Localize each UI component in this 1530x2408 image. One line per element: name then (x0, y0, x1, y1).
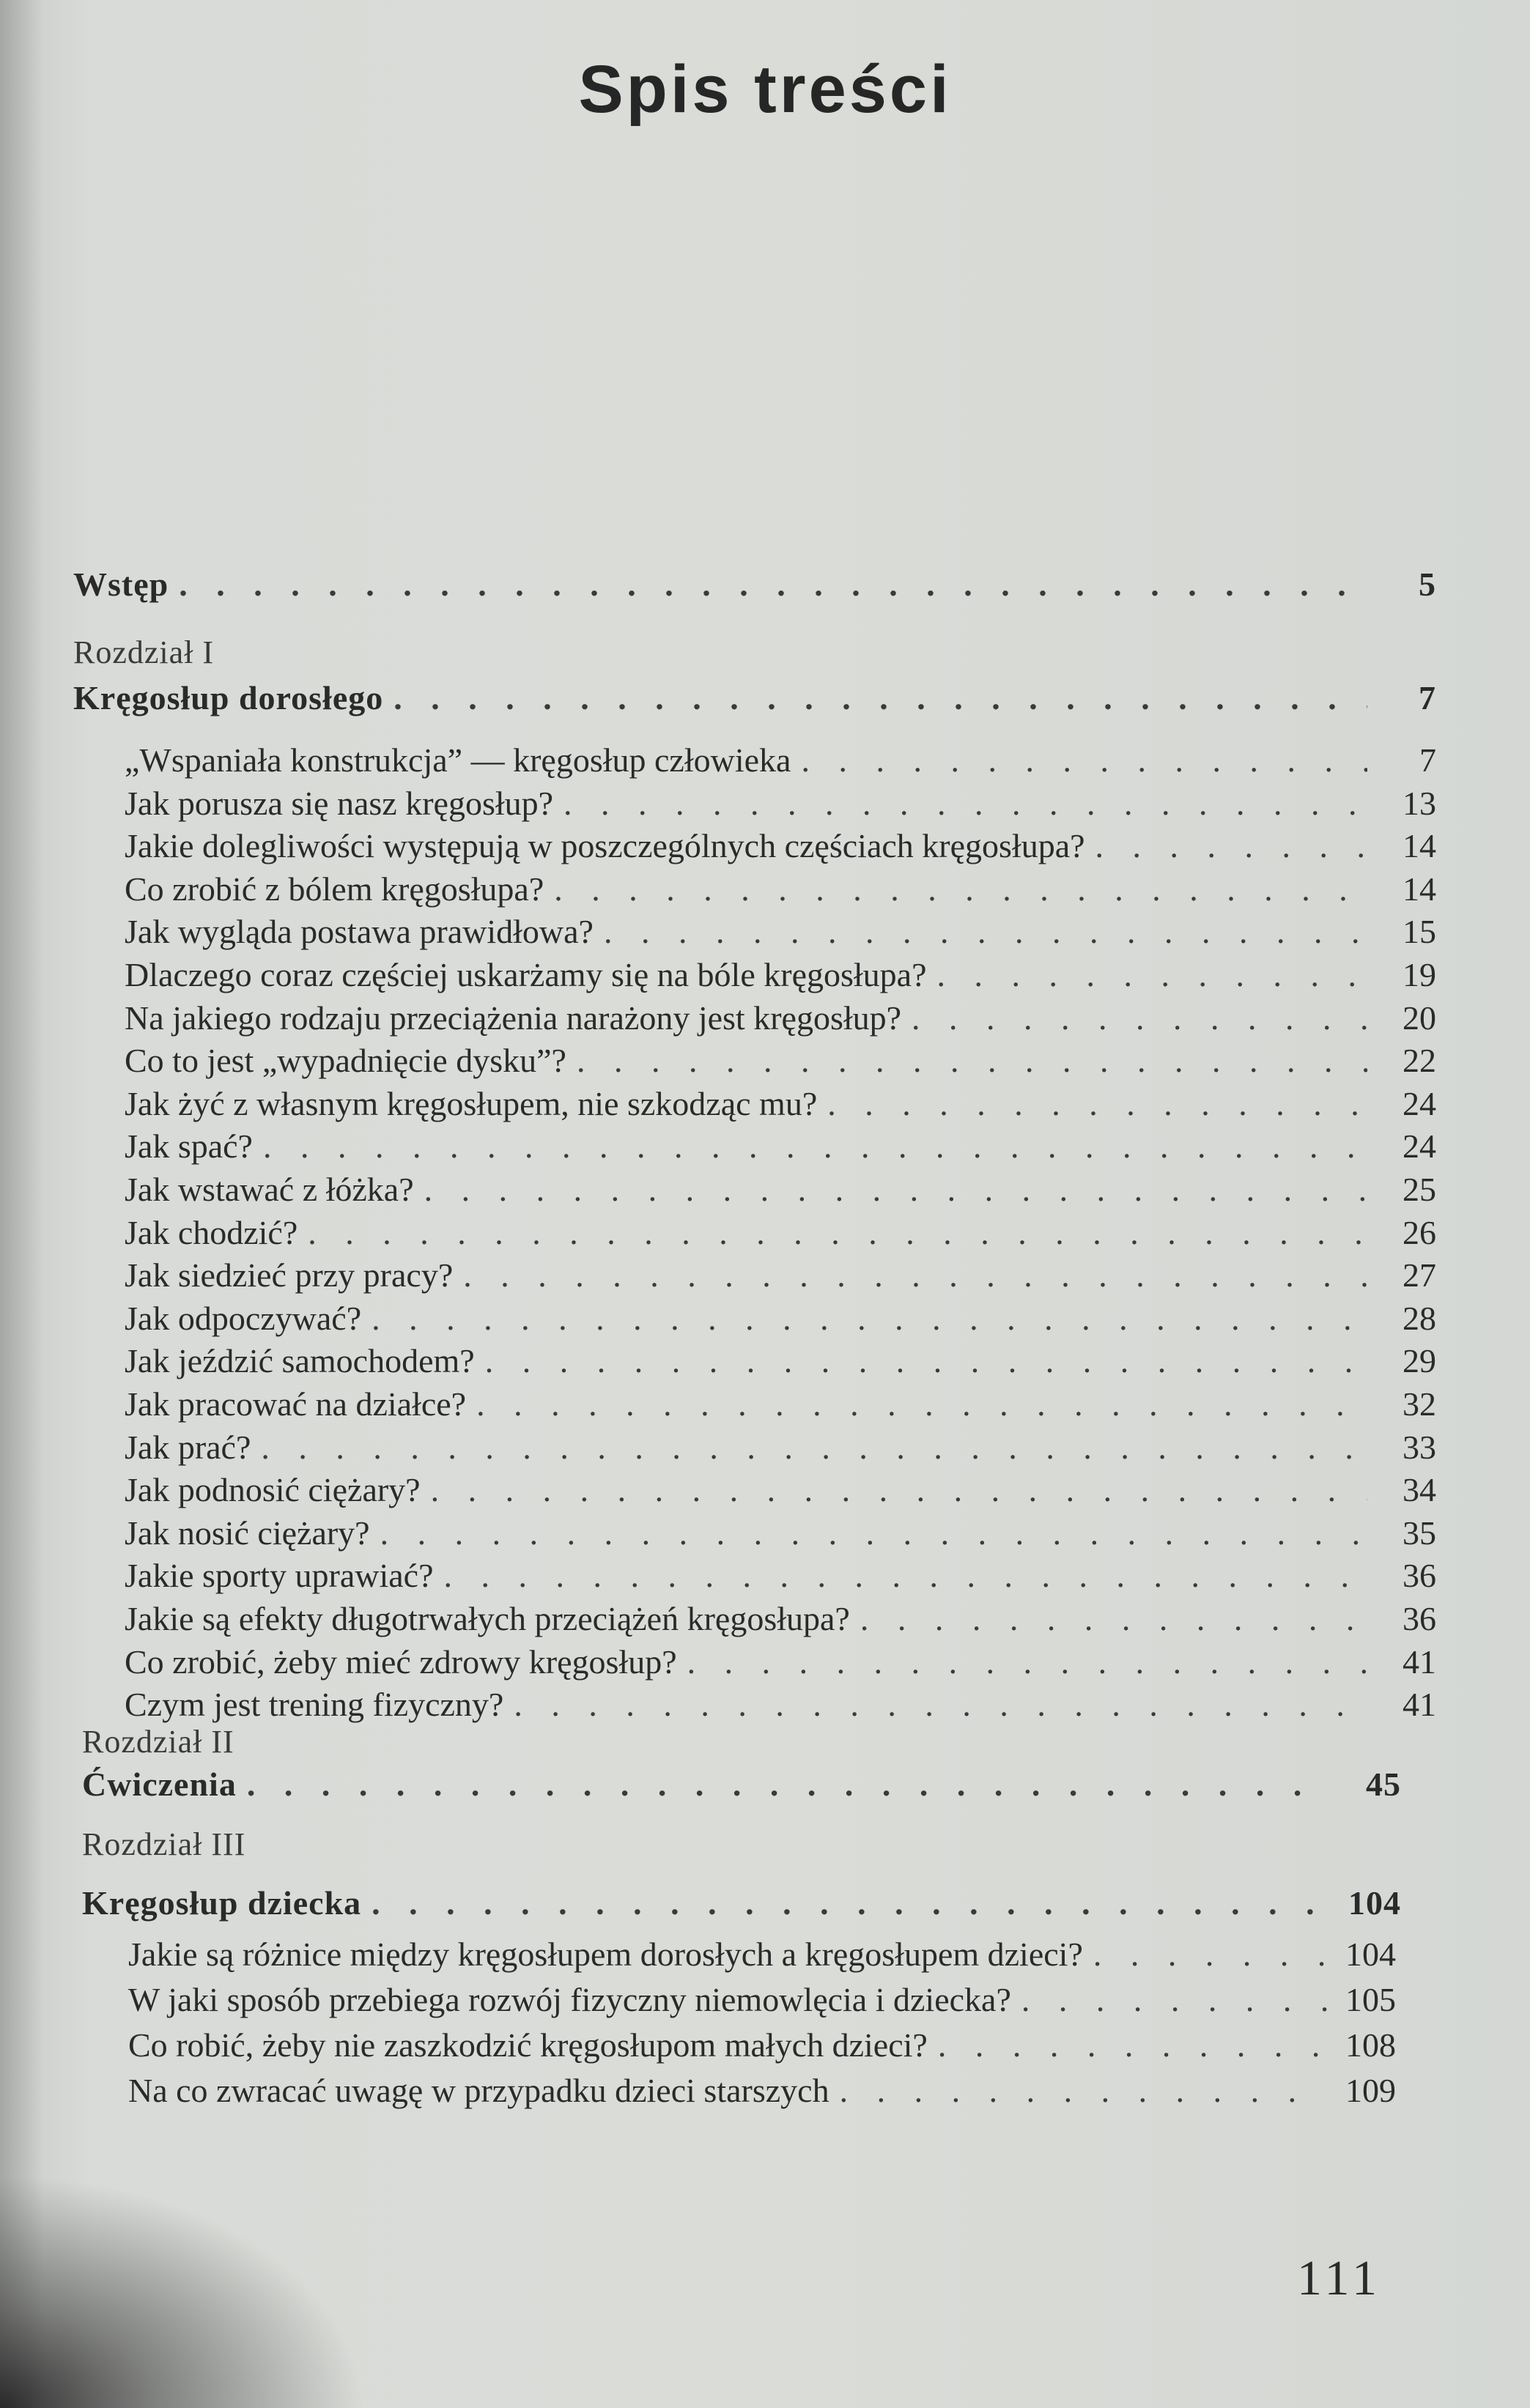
page-number: 111 (1297, 2250, 1381, 2305)
toc-entry-label: Jak jeździć samochodem? (125, 1342, 475, 1380)
toc-entry-page: 108 (1345, 2026, 1396, 2064)
dot-leader (563, 783, 1367, 824)
toc-row-chapter-1 (73, 678, 1436, 719)
toc-entry-label: Jakie sporty uprawiać? (125, 1557, 434, 1595)
dot-leader (444, 1555, 1367, 1596)
toc-entry-label: Co zrobić z bólem kręgosłupa? (125, 870, 544, 908)
toc-entry-page: 36 (1402, 1557, 1436, 1595)
dot-leader (827, 1083, 1367, 1125)
toc-entry-label: Jak siedzieć przy pracy? (125, 1256, 454, 1294)
toc-entry (125, 1642, 1436, 1683)
chapter-3-heading: Rozdział III (82, 1826, 246, 1862)
toc-entry-label: Jak prać? (125, 1428, 251, 1466)
dot-leader (938, 2025, 1327, 2066)
toc-entry (125, 1169, 1436, 1210)
toc-entry-page: 22 (1402, 1042, 1436, 1080)
chapter-1-heading: Rozdział I (73, 634, 215, 670)
toc-entry-label: Na jakiego rodzaju przeciążenia narażony jest kręgosłup? (125, 999, 902, 1037)
toc-entry-page: 29 (1402, 1342, 1436, 1380)
dot-leader (372, 1298, 1367, 1339)
toc-entry-label: Czym jest trening fizyczny? (125, 1686, 504, 1724)
toc-entry (125, 1555, 1436, 1596)
toc-entry-page: 24 (1402, 1127, 1436, 1166)
toc-entry (125, 1040, 1436, 1081)
dot-leader (372, 1883, 1332, 1924)
toc-page: 45 (1366, 1766, 1401, 1803)
toc-entry-page: 7 (1419, 741, 1436, 779)
toc-entry-label: Co to jest „wypadnięcie dysku”? (125, 1042, 566, 1080)
toc-entry-page: 15 (1402, 913, 1436, 951)
toc-entry (128, 2070, 1396, 2111)
toc-entry-label: Co zrobić, żeby mieć zdrowy kręgosłup? (125, 1642, 677, 1681)
chapter-2-heading: Rozdział II (82, 1724, 234, 1760)
toc-entry (125, 1598, 1436, 1640)
toc-entry (125, 955, 1436, 996)
toc-row-chapter-2 (82, 1764, 1401, 1805)
toc-entry (125, 1255, 1436, 1296)
toc-entry-label: Jak porusza się nasz kręgosłup? (125, 784, 554, 822)
toc-entry-label: W jaki sposób przebiega rozwój fizyczny niemowlęcia i dziecka? (128, 1981, 1011, 2018)
toc-entry-page: 28 (1402, 1299, 1436, 1337)
dot-leader (1093, 1934, 1327, 1975)
toc-entry-page: 34 (1402, 1471, 1436, 1509)
toc-entry-page: 20 (1402, 999, 1436, 1037)
toc-entry (125, 1513, 1436, 1554)
toc-entry-page: 109 (1345, 2072, 1396, 2109)
dot-leader (937, 955, 1368, 996)
toc-entry (125, 826, 1436, 867)
toc-entry-page: 26 (1402, 1213, 1436, 1251)
toc-page: 5 (1419, 566, 1436, 603)
toc-row-intro (73, 564, 1436, 605)
dot-leader (860, 1598, 1367, 1640)
toc-page: 7 (1419, 679, 1436, 716)
toc-label: Kręgosłup dziecka (82, 1884, 362, 1922)
toc-entry-page: 14 (1402, 827, 1436, 865)
toc-entry-label: Na co zwracać uwagę w przypadku dzieci starszych (128, 2072, 829, 2109)
dot-leader (1095, 826, 1367, 867)
toc-entry (125, 1212, 1436, 1253)
toc-entry (125, 740, 1436, 781)
page-title: Spis treści (578, 52, 952, 127)
toc-entry-page: 27 (1402, 1256, 1436, 1294)
dot-leader (247, 1764, 1332, 1805)
toc-entry (125, 911, 1436, 952)
toc-entry-label: Jak pracować na działce? (125, 1385, 467, 1423)
dot-leader (912, 998, 1367, 1039)
toc-entry-page: 36 (1402, 1600, 1436, 1637)
toc-entry (125, 998, 1436, 1039)
toc-entry (125, 869, 1436, 910)
dot-leader (179, 564, 1367, 605)
toc-page: 104 (1348, 1884, 1401, 1922)
dot-leader (463, 1255, 1367, 1296)
dot-leader (431, 1470, 1367, 1511)
toc-entry (128, 1979, 1396, 2020)
dot-leader (1021, 1979, 1327, 2020)
toc-entry (125, 783, 1436, 824)
dot-leader (476, 1384, 1367, 1425)
toc-entry-label: Jak chodzić? (125, 1213, 298, 1251)
toc-entry (125, 1341, 1436, 1382)
toc-entry-page: 24 (1402, 1084, 1436, 1122)
toc-entry-label: „Wspaniała konstrukcja” — kręgosłup człowieka (125, 741, 791, 779)
dot-leader (308, 1212, 1367, 1253)
dot-leader (393, 678, 1367, 719)
dot-leader (687, 1642, 1367, 1683)
toc-entry-page: 35 (1402, 1514, 1436, 1552)
toc-row-chapter-3 (82, 1883, 1401, 1924)
corner-shadow (0, 2174, 366, 2408)
dot-leader (380, 1513, 1367, 1554)
toc-entry-label: Jakie są efekty długotrwałych przeciążeń kręgosłupa? (125, 1600, 850, 1637)
dot-leader (514, 1684, 1367, 1725)
toc-entry (125, 1126, 1436, 1167)
toc-entry-label: Co robić, żeby nie zaszkodzić kręgosłupom małych dzieci? (128, 2026, 928, 2064)
toc-entry-label: Jak spać? (125, 1127, 253, 1166)
toc-entry-page: 41 (1402, 1686, 1436, 1724)
dot-leader (577, 1040, 1367, 1081)
toc-entry (125, 1083, 1436, 1125)
toc-entry-label: Jak wstawać z łóżka? (125, 1171, 414, 1208)
toc-entry-label: Jak żyć z własnym kręgosłupem, nie szkodząc mu? (125, 1084, 818, 1122)
toc-entry-label: Jak podnosić ciężary? (125, 1471, 421, 1509)
toc-entry (125, 1684, 1436, 1725)
toc-entry-page: 25 (1402, 1171, 1436, 1208)
dot-leader (604, 911, 1367, 952)
dot-leader (554, 869, 1367, 910)
toc-entry-page: 105 (1345, 1981, 1396, 2018)
toc-entry-page: 14 (1402, 870, 1436, 908)
toc-entry-label: Jak wygląda postawa prawidłowa? (125, 913, 594, 951)
dot-leader (424, 1169, 1367, 1210)
toc-entry-label: Jak odpoczywać? (125, 1299, 362, 1337)
toc-entry (125, 1470, 1436, 1511)
toc-entry-page: 41 (1402, 1642, 1436, 1681)
toc-entry (128, 1934, 1396, 1975)
toc-entry-page: 13 (1402, 784, 1436, 822)
toc-entry-page: 32 (1402, 1385, 1436, 1423)
toc-entry-page: 19 (1402, 956, 1436, 993)
toc-entry (125, 1427, 1436, 1468)
toc-entry-label: Jakie są różnice między kręgosłupem dorosłych a kręgosłupem dzieci? (128, 1935, 1083, 1973)
toc-entry (125, 1384, 1436, 1425)
dot-leader (263, 1126, 1367, 1167)
toc-entry-label: Dlaczego coraz częściej uskarżamy się na bóle kręgosłupa? (125, 956, 927, 993)
toc-label: Kręgosłup dorosłego (73, 679, 384, 716)
dot-leader (261, 1427, 1367, 1468)
spine-shadow (0, 0, 44, 2408)
toc-entry-page: 104 (1345, 1935, 1396, 1973)
toc-entry-page: 33 (1402, 1428, 1436, 1466)
toc-entry-label: Jak nosić ciężary? (125, 1514, 370, 1552)
toc-entry-label: Jakie dolegliwości występują w poszczególnych częściach kręgosłupa? (125, 827, 1085, 865)
dot-leader (485, 1341, 1367, 1382)
toc-entry (128, 2025, 1396, 2066)
dot-leader (801, 740, 1367, 781)
toc-entry (125, 1298, 1436, 1339)
toc-label: Wstęp (73, 566, 169, 603)
dot-leader (840, 2070, 1327, 2111)
toc-label: Ćwiczenia (82, 1766, 237, 1803)
